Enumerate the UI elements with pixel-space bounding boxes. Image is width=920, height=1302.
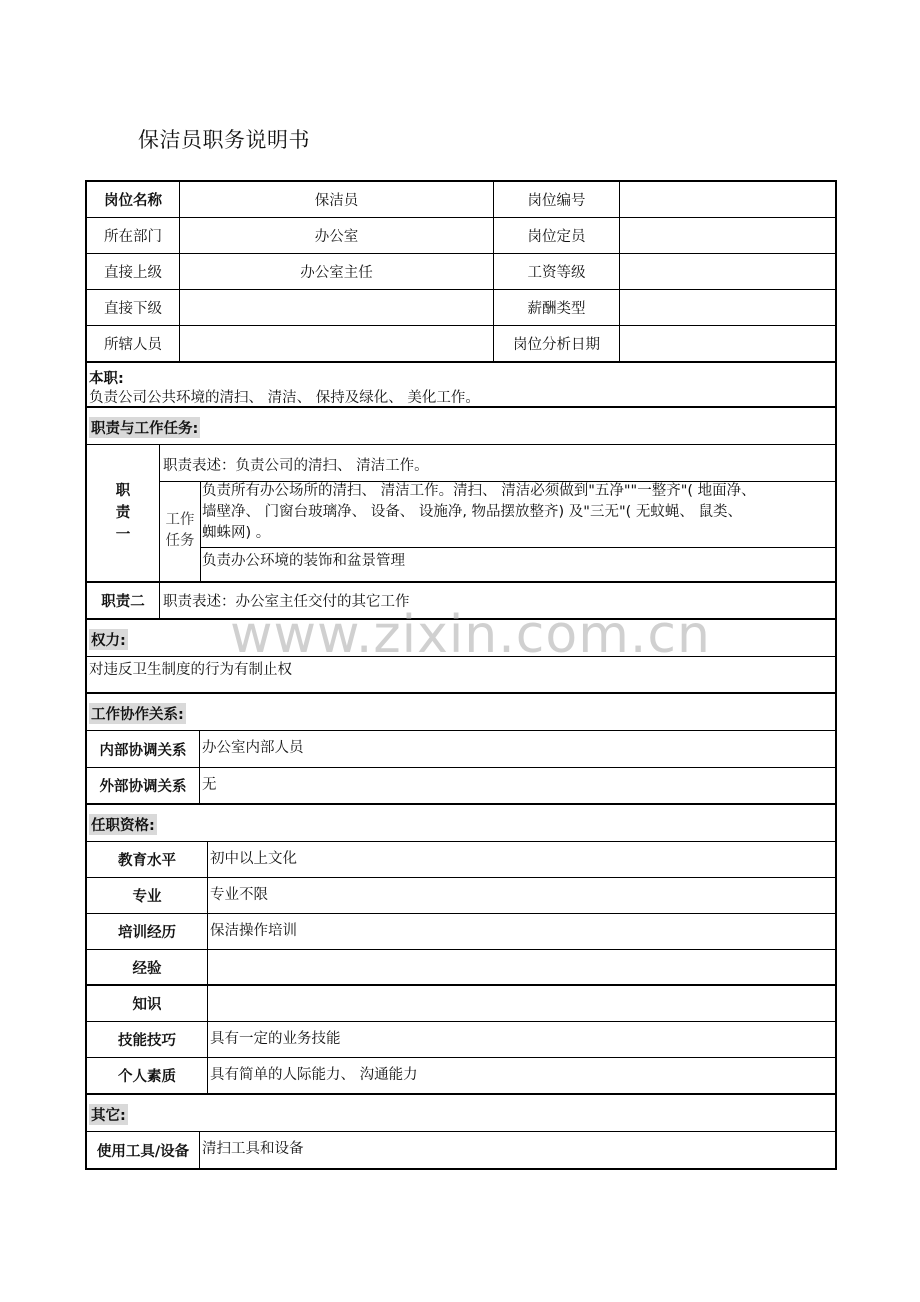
- duty-one-content: [159, 445, 835, 581]
- qualification-label: 知识: [132, 997, 162, 1013]
- wage-grade-value: [619, 254, 835, 289]
- info-row-3: [87, 254, 835, 290]
- external-relation-row: [87, 768, 835, 805]
- qualification-row: [87, 986, 835, 1022]
- work-task-list: [200, 481, 835, 581]
- wage-grade-label: 工资等级: [493, 254, 619, 289]
- qualification-label: 经验: [132, 960, 162, 977]
- authority-text-row: [87, 657, 835, 694]
- qualification-value: 专业不限: [207, 878, 835, 913]
- work-task-label-line-1: 工作: [165, 512, 195, 528]
- position-name-value: 保洁员: [179, 182, 493, 217]
- qualification-value: 具有一定的业务技能: [207, 1022, 835, 1057]
- info-row-5: [87, 326, 835, 363]
- duty-one-label: [87, 445, 159, 581]
- dept-value: 办公室: [179, 218, 493, 253]
- qualification-row: [87, 842, 835, 878]
- duty-one-desc-row: [160, 445, 835, 482]
- tools-value: 清扫工具和设备: [199, 1132, 835, 1168]
- duty-one-char-1: 职: [115, 483, 131, 499]
- other-heading-row: [87, 1095, 835, 1132]
- headcount-label: 岗位定员: [493, 218, 619, 253]
- salary-type-value: [619, 290, 835, 325]
- internal-relation-label: 内部协调关系: [99, 742, 187, 759]
- page-title: 保洁员职务说明书: [138, 128, 310, 152]
- authority-heading-row: [87, 620, 835, 657]
- task-item-2: 负责办公环境的装饰和盆景管理: [202, 553, 405, 569]
- task-1-line-2: 墙壁净、 门窗台玻璃净、 设备、 设施净, 物品摆放整齐) 及"三无"( 无蚊蝇、 鼠类、: [202, 504, 743, 520]
- tools-label: 使用工具/设备: [96, 1143, 190, 1160]
- work-task-label: [160, 481, 200, 581]
- qualification-row: [87, 914, 835, 950]
- qualification-value: 保洁操作培训: [207, 914, 835, 949]
- salary-type-label: 薪酬类型: [493, 290, 619, 325]
- staff-value: [179, 326, 493, 361]
- mission-row: [87, 363, 835, 408]
- qualification-label: 个人素质: [118, 1069, 176, 1085]
- task-1-line-1: 负责所有办公场所的清扫、 清洁工作。清扫、 清洁必须做到"五净""一整齐"( 地面净、: [202, 483, 756, 499]
- internal-relation-value: 办公室内部人员: [199, 731, 835, 767]
- qualification-value: [207, 950, 835, 984]
- qualification-row: [87, 950, 835, 986]
- internal-relation-row: [87, 731, 835, 768]
- duty-one-desc: 职责表述：负责公司的清扫、 清洁工作。: [163, 458, 429, 474]
- position-code-label: 岗位编号: [493, 182, 619, 217]
- mission-label: 本职:: [89, 371, 124, 387]
- other-label: 其它:: [89, 1104, 128, 1125]
- duty-two-row: [87, 583, 835, 620]
- authority-label: 权力:: [89, 629, 128, 650]
- qualification-label: 技能技巧: [118, 1033, 176, 1049]
- qualification-value: [207, 986, 835, 1021]
- staff-label: 所辖人员: [104, 337, 162, 353]
- qualification-label: 教育水平: [118, 853, 176, 869]
- external-relation-value: 无: [199, 768, 835, 803]
- analysis-date-label: 岗位分析日期: [493, 326, 619, 361]
- duties-label: 职责与工作任务:: [89, 417, 200, 438]
- info-row-1: [87, 182, 835, 218]
- qualification-label: 专业: [132, 889, 162, 905]
- superior-value: 办公室主任: [179, 254, 493, 289]
- qualification-label: 培训经历: [118, 925, 176, 941]
- work-task-label-line-2: 任务: [165, 533, 195, 549]
- mission-text: 负责公司公共环境的清扫、 清洁、 保持及绿化、 美化工作。: [89, 390, 480, 406]
- superior-label: 直接上级: [104, 265, 162, 281]
- qualification-row: [87, 1022, 835, 1058]
- duty-one-char-3: 一: [115, 527, 131, 543]
- position-code-value: [619, 182, 835, 217]
- job-description-table: [85, 180, 837, 1170]
- external-relation-label: 外部协调关系: [99, 779, 187, 795]
- watermark: www.zixin.com.cn: [230, 605, 711, 665]
- duty-two-desc: 职责表述：办公室主任交付的其它工作: [159, 583, 835, 618]
- info-row-4: [87, 290, 835, 326]
- info-row-2: [87, 218, 835, 254]
- duty-one-block: [87, 445, 835, 583]
- qualifications-heading-row: [87, 805, 835, 842]
- qualification-row: [87, 1058, 835, 1095]
- subordinate-value: [179, 290, 493, 325]
- relations-heading-row: [87, 694, 835, 731]
- qualification-value: 初中以上文化: [207, 842, 835, 877]
- qualification-value: 具有简单的人际能力、 沟通能力: [207, 1058, 835, 1093]
- qualifications-label: 任职资格:: [89, 814, 157, 835]
- headcount-value: [619, 218, 835, 253]
- authority-text: 对违反卫生制度的行为有制止权: [89, 662, 292, 678]
- dept-label: 所在部门: [104, 229, 162, 245]
- task-1-line-3: 蜘蛛网) 。: [202, 525, 271, 541]
- duties-heading-row: [87, 408, 835, 445]
- subordinate-label: 直接下级: [104, 301, 162, 317]
- qualification-row: [87, 878, 835, 914]
- duty-one-char-2: 责: [115, 505, 131, 521]
- position-name-label: 岗位名称: [104, 193, 162, 209]
- relations-label: 工作协作关系:: [89, 703, 186, 724]
- duty-two-label: 职责二: [101, 594, 145, 610]
- analysis-date-value: [619, 326, 835, 361]
- tools-row: [87, 1132, 835, 1168]
- task-item-1: [201, 481, 835, 548]
